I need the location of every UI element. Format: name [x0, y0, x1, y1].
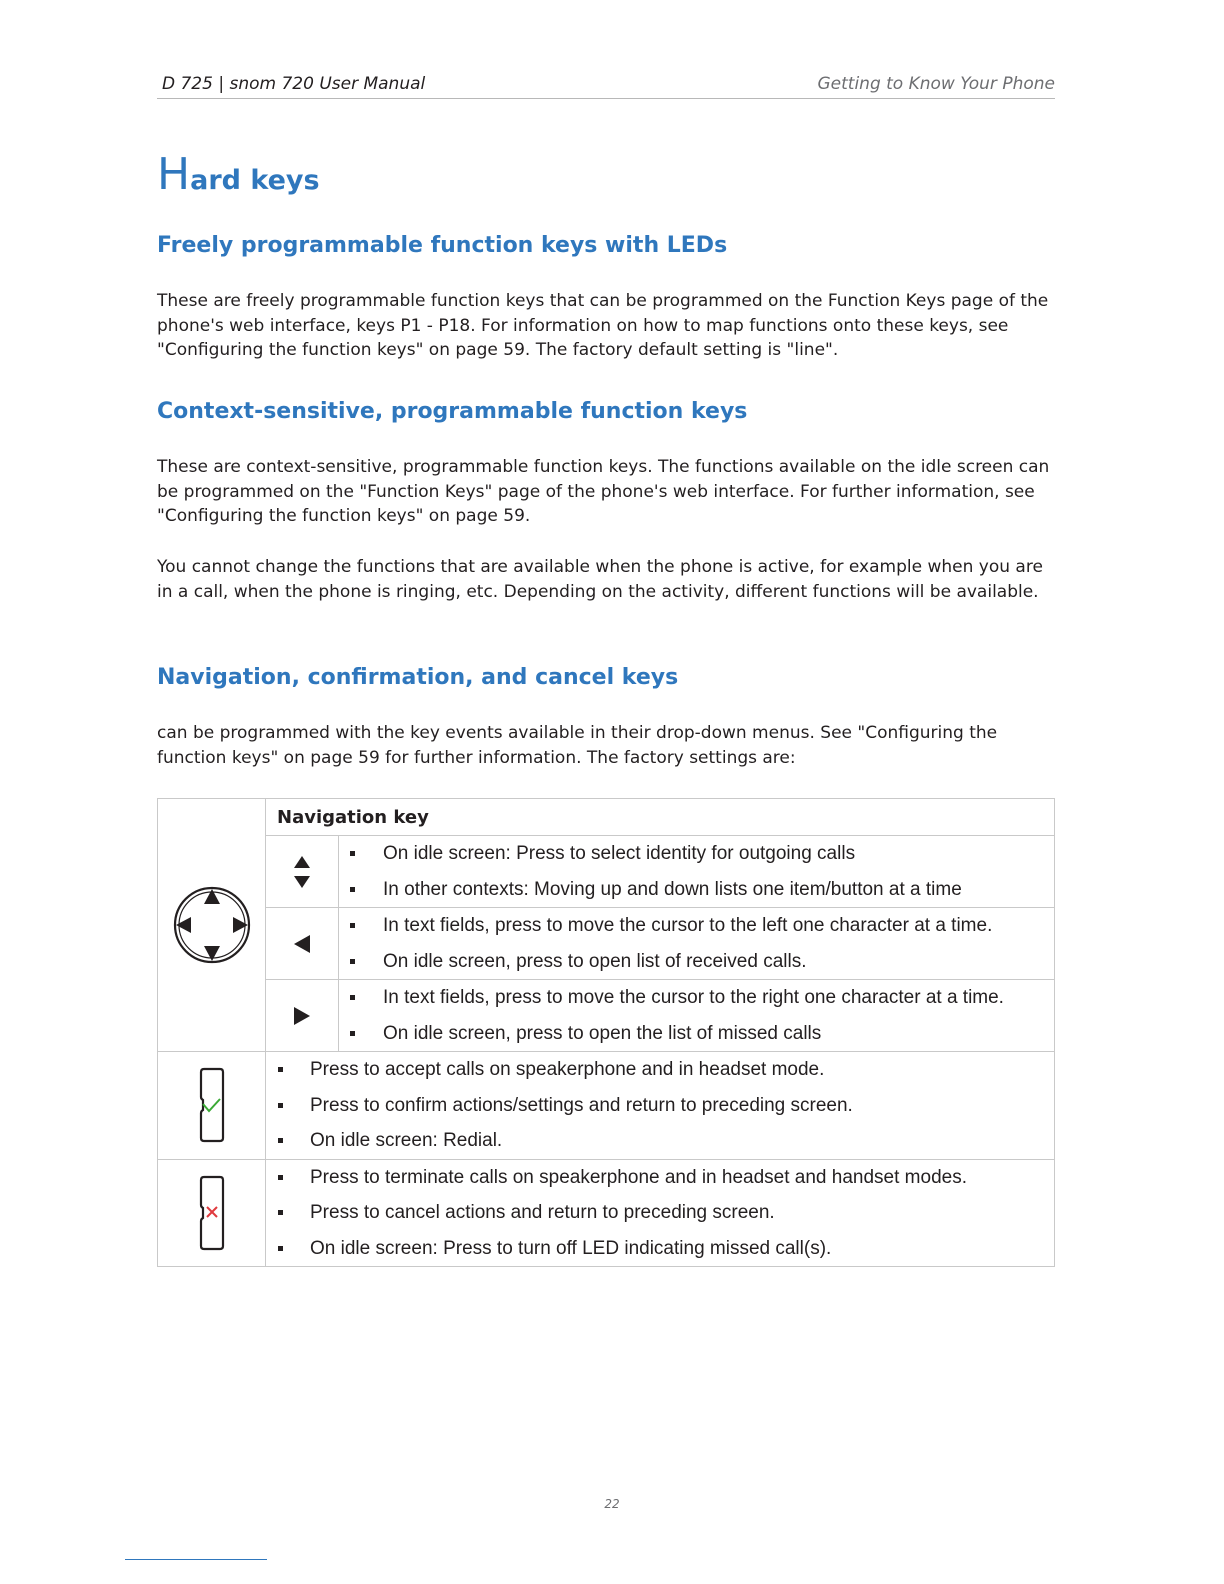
header-manual-title: D 725 | snom 720 User Manual: [162, 74, 426, 94]
right-symbol-cell: [266, 980, 339, 1052]
right-description: [339, 980, 1055, 1052]
title-rest: ard keys: [190, 165, 320, 196]
list-item: In text fields, press to move the cursor to the right one character at a time.: [339, 980, 1054, 1016]
section-paragraph: These are context-sensitive, programmable function keys. The functions available on the idle screen can be programmed on the "Function Keys" page of the phone's web interface. For further information, see "Configuring the function keys" on page 59.: [157, 457, 1050, 527]
up-down-symbol-cell: [266, 836, 339, 908]
page-header: [157, 74, 1055, 99]
list-item: In text fields, press to move the cursor to the left one character at a time.: [339, 908, 1054, 944]
section-heading-context-sensitive: Context-sensitive, programmable function keys: [157, 399, 748, 424]
left-arrow-icon: [293, 934, 311, 954]
header-chapter-title: Getting to Know Your Phone: [817, 74, 1055, 94]
list-item: On idle screen, press to open the list of missed calls: [339, 1016, 1054, 1052]
cancel-key-description: [266, 1159, 1055, 1267]
table-row: [158, 1052, 1055, 1160]
confirm-key-image-cell: [158, 1052, 266, 1160]
footnote-rule: [125, 1559, 267, 1560]
list-item: In other contexts: Moving up and down lists one item/button at a time: [339, 872, 1054, 908]
section-paragraph: You cannot change the functions that are available when the phone is active, for example when you are in a call, when the phone is ringing, etc. Depending on the activity, different functions will be available.: [157, 557, 1043, 602]
navigation-key-header: Navigation key: [266, 799, 1055, 836]
up-down-description: [339, 836, 1055, 908]
table-row: [158, 908, 1055, 980]
page-title: [157, 150, 320, 206]
list-item: Press to terminate calls on speakerphone and in headset and handset modes.: [266, 1160, 1054, 1196]
list-item: Press to cancel actions and return to preceding screen.: [266, 1195, 1054, 1231]
left-description: [339, 908, 1055, 980]
navigation-key-icon: [172, 885, 252, 965]
section-heading-navigation-keys: Navigation, confirmation, and cancel keys: [157, 665, 679, 690]
up-down-arrow-icon: [292, 854, 312, 890]
navigation-key-image-cell: [158, 799, 266, 1052]
section-paragraph: can be programmed with the key events available in their drop-down menus. See "Configuring the function keys" on page 59 for further information. The factory settings are:: [157, 723, 998, 768]
key-settings-table: [157, 798, 1055, 1267]
section-heading-freely-programmable: Freely programmable function keys with LEDs: [157, 233, 728, 258]
list-item: Press to confirm actions/settings and return to preceding screen.: [266, 1088, 1054, 1124]
table-row: [158, 836, 1055, 908]
title-initial: H: [157, 149, 191, 200]
section-paragraph: These are freely programmable function keys that can be programmed on the Function Keys page of the phone's web interface, keys P1 - P18. For information on how to map functions onto these keys, see "Configuring the function keys" on page 59. The factory default setting is "line".: [157, 291, 1049, 361]
confirm-key-icon: [198, 1067, 226, 1143]
table-row: [158, 1159, 1055, 1267]
cancel-key-image-cell: [158, 1159, 266, 1267]
list-item: On idle screen: Press to select identity for outgoing calls: [339, 836, 1054, 872]
table-row: [158, 980, 1055, 1052]
list-item: On idle screen, press to open list of received calls.: [339, 944, 1054, 980]
page-number: 22: [604, 1497, 620, 1511]
left-symbol-cell: [266, 908, 339, 980]
cancel-key-icon: [198, 1175, 226, 1251]
checkmark-icon: [203, 1099, 220, 1111]
list-item: On idle screen: Press to turn off LED indicating missed call(s).: [266, 1231, 1054, 1267]
list-item: Press to accept calls on speakerphone and in headset mode.: [266, 1052, 1054, 1088]
right-arrow-icon: [293, 1006, 311, 1026]
confirm-key-description: [266, 1052, 1055, 1160]
list-item: On idle screen: Redial.: [266, 1123, 1054, 1159]
